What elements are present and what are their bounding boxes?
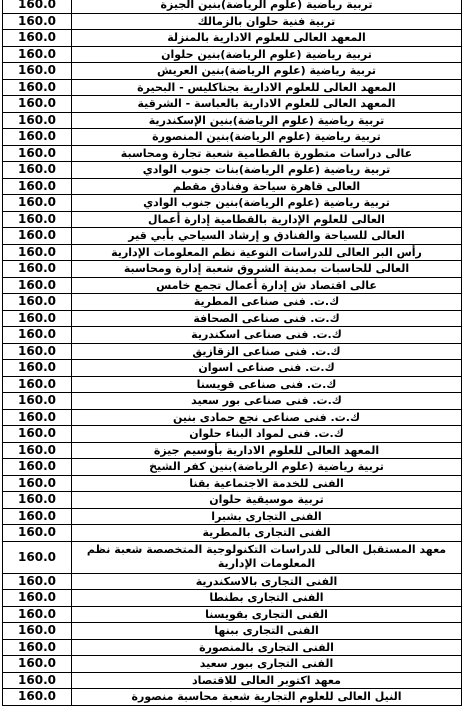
institution-name-cell: تربية رياضية (علوم الرياضة)بنين الجيزة xyxy=(72,0,462,13)
institution-name-cell: الفنى التجارى بطنطا xyxy=(72,590,462,607)
table-row xyxy=(3,294,462,311)
table-row xyxy=(3,162,462,179)
score-cell: 160.0 xyxy=(3,492,72,509)
table-row xyxy=(3,63,462,80)
score-cell: 160.0 xyxy=(3,525,72,542)
score-cell: 160.0 xyxy=(3,376,72,393)
score-cell: 160.0 xyxy=(3,145,72,162)
institution-name-cell: ك.ت. فنى صناعى بور سعيد xyxy=(72,393,462,410)
table-row xyxy=(3,409,462,426)
institution-name-cell: معهد المستقبل العالى للدراسات التكنولوجية المتخصصة شعبة نظم المعلومات الإدارية xyxy=(72,541,462,573)
table-row xyxy=(3,261,462,278)
table-row xyxy=(3,228,462,245)
table-row xyxy=(3,689,462,706)
institution-name-cell: تربية رياضية (علوم الرياضة)بنات جنوب الوادي xyxy=(72,162,462,179)
institution-name-cell: ك.ت. فنى لمواد البناء حلوان xyxy=(72,426,462,443)
table-row xyxy=(3,13,462,30)
table-row xyxy=(3,426,462,443)
score-cell: 160.0 xyxy=(3,277,72,294)
table-row xyxy=(3,541,462,573)
score-cell: 160.0 xyxy=(3,360,72,377)
table-row xyxy=(3,327,462,344)
score-cell: 160.0 xyxy=(3,689,72,706)
table-row xyxy=(3,112,462,129)
score-cell: 160.0 xyxy=(3,426,72,443)
institution-name-cell: ك.ت. فنى صناعى الصحافة xyxy=(72,310,462,327)
table-row xyxy=(3,129,462,146)
table-row xyxy=(3,475,462,492)
score-cell: 160.0 xyxy=(3,343,72,360)
institution-name-cell: الفنى التجارى بالمنصورة xyxy=(72,639,462,656)
score-cell: 160.0 xyxy=(3,639,72,656)
institution-name-cell: المعهد العالى للعلوم الادارية بالعباسة - الشرقية xyxy=(72,96,462,113)
score-cell: 160.0 xyxy=(3,310,72,327)
institution-name-cell: ك.ت. فنى صناعى المطرية xyxy=(72,294,462,311)
table-row xyxy=(3,656,462,673)
institution-name-cell: الفنى التجارى ببنها xyxy=(72,623,462,640)
institution-name-cell: العالى للحاسبات بمدينة الشروق شعبة إدارة ومحاسبة xyxy=(72,261,462,278)
table-row xyxy=(3,492,462,509)
score-cell: 160.0 xyxy=(3,623,72,640)
table-row xyxy=(3,277,462,294)
institution-name-cell: تربية موسيقية حلوان xyxy=(72,492,462,509)
score-cell: 160.0 xyxy=(3,0,72,13)
score-cell: 160.0 xyxy=(3,244,72,261)
score-cell: 160.0 xyxy=(3,294,72,311)
table-row xyxy=(3,145,462,162)
score-cell: 160.0 xyxy=(3,606,72,623)
score-cell: 160.0 xyxy=(3,656,72,673)
table-row xyxy=(3,0,462,13)
table-row xyxy=(3,46,462,63)
institution-name-cell: معهد اكتوبر العالى للاقتصاد xyxy=(72,672,462,689)
institution-name-cell: العالى قاهرة سياحة وفنادق مقطم xyxy=(72,178,462,195)
table-row xyxy=(3,606,462,623)
institution-name-cell: ك.ت. فنى صناعى اسكندرية xyxy=(72,327,462,344)
institution-name-cell: تربية رياضية (علوم الرياضة)بنين جنوب الوادي xyxy=(72,195,462,212)
table-row xyxy=(3,343,462,360)
institution-name-cell: الفنى التجارى بشبرا xyxy=(72,508,462,525)
institution-name-cell: رأس البر العالى للدراسات النوعية نظم المعلومات الإدارية xyxy=(72,244,462,261)
institution-name-cell: الفنى التجارى بالاسكندرية xyxy=(72,573,462,590)
table-row xyxy=(3,508,462,525)
institution-name-cell: الفنى التجارى ببور سعيد xyxy=(72,656,462,673)
table-row xyxy=(3,623,462,640)
table-row xyxy=(3,672,462,689)
score-cell: 160.0 xyxy=(3,211,72,228)
score-cell: 160.0 xyxy=(3,590,72,607)
score-cell: 160.0 xyxy=(3,672,72,689)
table-row xyxy=(3,525,462,542)
table-row xyxy=(3,393,462,410)
score-cell: 160.0 xyxy=(3,46,72,63)
institution-name-cell: النيل العالى للعلوم التجارية شعبة محاسبة منصورة xyxy=(72,689,462,706)
institution-name-cell: ك.ت. فنى صناعى نجع حمادى بنين xyxy=(72,409,462,426)
score-cell: 160.0 xyxy=(3,541,72,573)
institution-name-cell: عالى دراسات متطورة بالقطامية شعبة تجارة ومحاسبة xyxy=(72,145,462,162)
institution-name-cell: تربية رياضية (علوم الرياضة)بنين العريش xyxy=(72,63,462,80)
table-row xyxy=(3,30,462,47)
institution-name-cell: تربية رياضية (علوم الرياضة)بنين الإسكندرية xyxy=(72,112,462,129)
score-cell: 160.0 xyxy=(3,79,72,96)
score-cell: 160.0 xyxy=(3,409,72,426)
institution-name-cell: الفنى التجارى بالمطرية xyxy=(72,525,462,542)
results-table xyxy=(2,0,462,706)
institution-name-cell: المعهد العالى للعلوم الادارية بجناكليس - البحيرة xyxy=(72,79,462,96)
institution-name-cell: المعهد العالى للعلوم الادارية بالمنزلة xyxy=(72,30,462,47)
table-row xyxy=(3,590,462,607)
institution-name-cell: تربية فنية حلوان بالزمالك xyxy=(72,13,462,30)
score-cell: 160.0 xyxy=(3,30,72,47)
institution-name-cell: العالى للسياحة والفنادق و إرشاد السياحي بأبي قير xyxy=(72,228,462,245)
score-cell: 160.0 xyxy=(3,63,72,80)
table-row xyxy=(3,244,462,261)
score-cell: 160.0 xyxy=(3,573,72,590)
table-row xyxy=(3,211,462,228)
score-cell: 160.0 xyxy=(3,475,72,492)
score-cell: 160.0 xyxy=(3,442,72,459)
score-cell: 160.0 xyxy=(3,261,72,278)
score-cell: 160.0 xyxy=(3,195,72,212)
table-row xyxy=(3,442,462,459)
score-cell: 160.0 xyxy=(3,13,72,30)
table-row xyxy=(3,195,462,212)
table-row xyxy=(3,96,462,113)
table-row xyxy=(3,79,462,96)
score-cell: 160.0 xyxy=(3,96,72,113)
table-row xyxy=(3,639,462,656)
institution-name-cell: عالى اقتصاد ش إدارة أعمال تجمع خامس xyxy=(72,277,462,294)
institution-name-cell: الفنى للخدمة الاجتماعية بقنا xyxy=(72,475,462,492)
results-table-body xyxy=(3,0,462,705)
table-row xyxy=(3,573,462,590)
table-row xyxy=(3,178,462,195)
results-table-container xyxy=(2,0,462,706)
score-cell: 160.0 xyxy=(3,129,72,146)
score-cell: 160.0 xyxy=(3,508,72,525)
institution-name-cell: الفنى التجارى بقويسنا xyxy=(72,606,462,623)
institution-name-cell: ك.ت. فنى صناعى اسوان xyxy=(72,360,462,377)
institution-name-cell: تربية رياضية (علوم الرياضة)بنين المنصورة xyxy=(72,129,462,146)
score-cell: 160.0 xyxy=(3,178,72,195)
institution-name-cell: المعهد العالى للعلوم الادارية بأوسيم جيزة xyxy=(72,442,462,459)
score-cell: 160.0 xyxy=(3,327,72,344)
institution-name-cell: العالى للعلوم الإدارية بالقطامية إدارة أعمال xyxy=(72,211,462,228)
institution-name-cell: ك.ت. فنى صناعى قويسنا xyxy=(72,376,462,393)
score-cell: 160.0 xyxy=(3,393,72,410)
institution-name-cell: تربية رياضية (علوم الرياضة)بنين كفر الشيخ xyxy=(72,459,462,476)
table-row xyxy=(3,376,462,393)
table-row xyxy=(3,360,462,377)
table-row xyxy=(3,310,462,327)
score-cell: 160.0 xyxy=(3,162,72,179)
score-cell: 160.0 xyxy=(3,459,72,476)
institution-name-cell: تربية رياضية (علوم الرياضة)بنين حلوان xyxy=(72,46,462,63)
score-cell: 160.0 xyxy=(3,112,72,129)
score-cell: 160.0 xyxy=(3,228,72,245)
table-row xyxy=(3,459,462,476)
institution-name-cell: ك.ت. فنى صناعى الزقازيق xyxy=(72,343,462,360)
